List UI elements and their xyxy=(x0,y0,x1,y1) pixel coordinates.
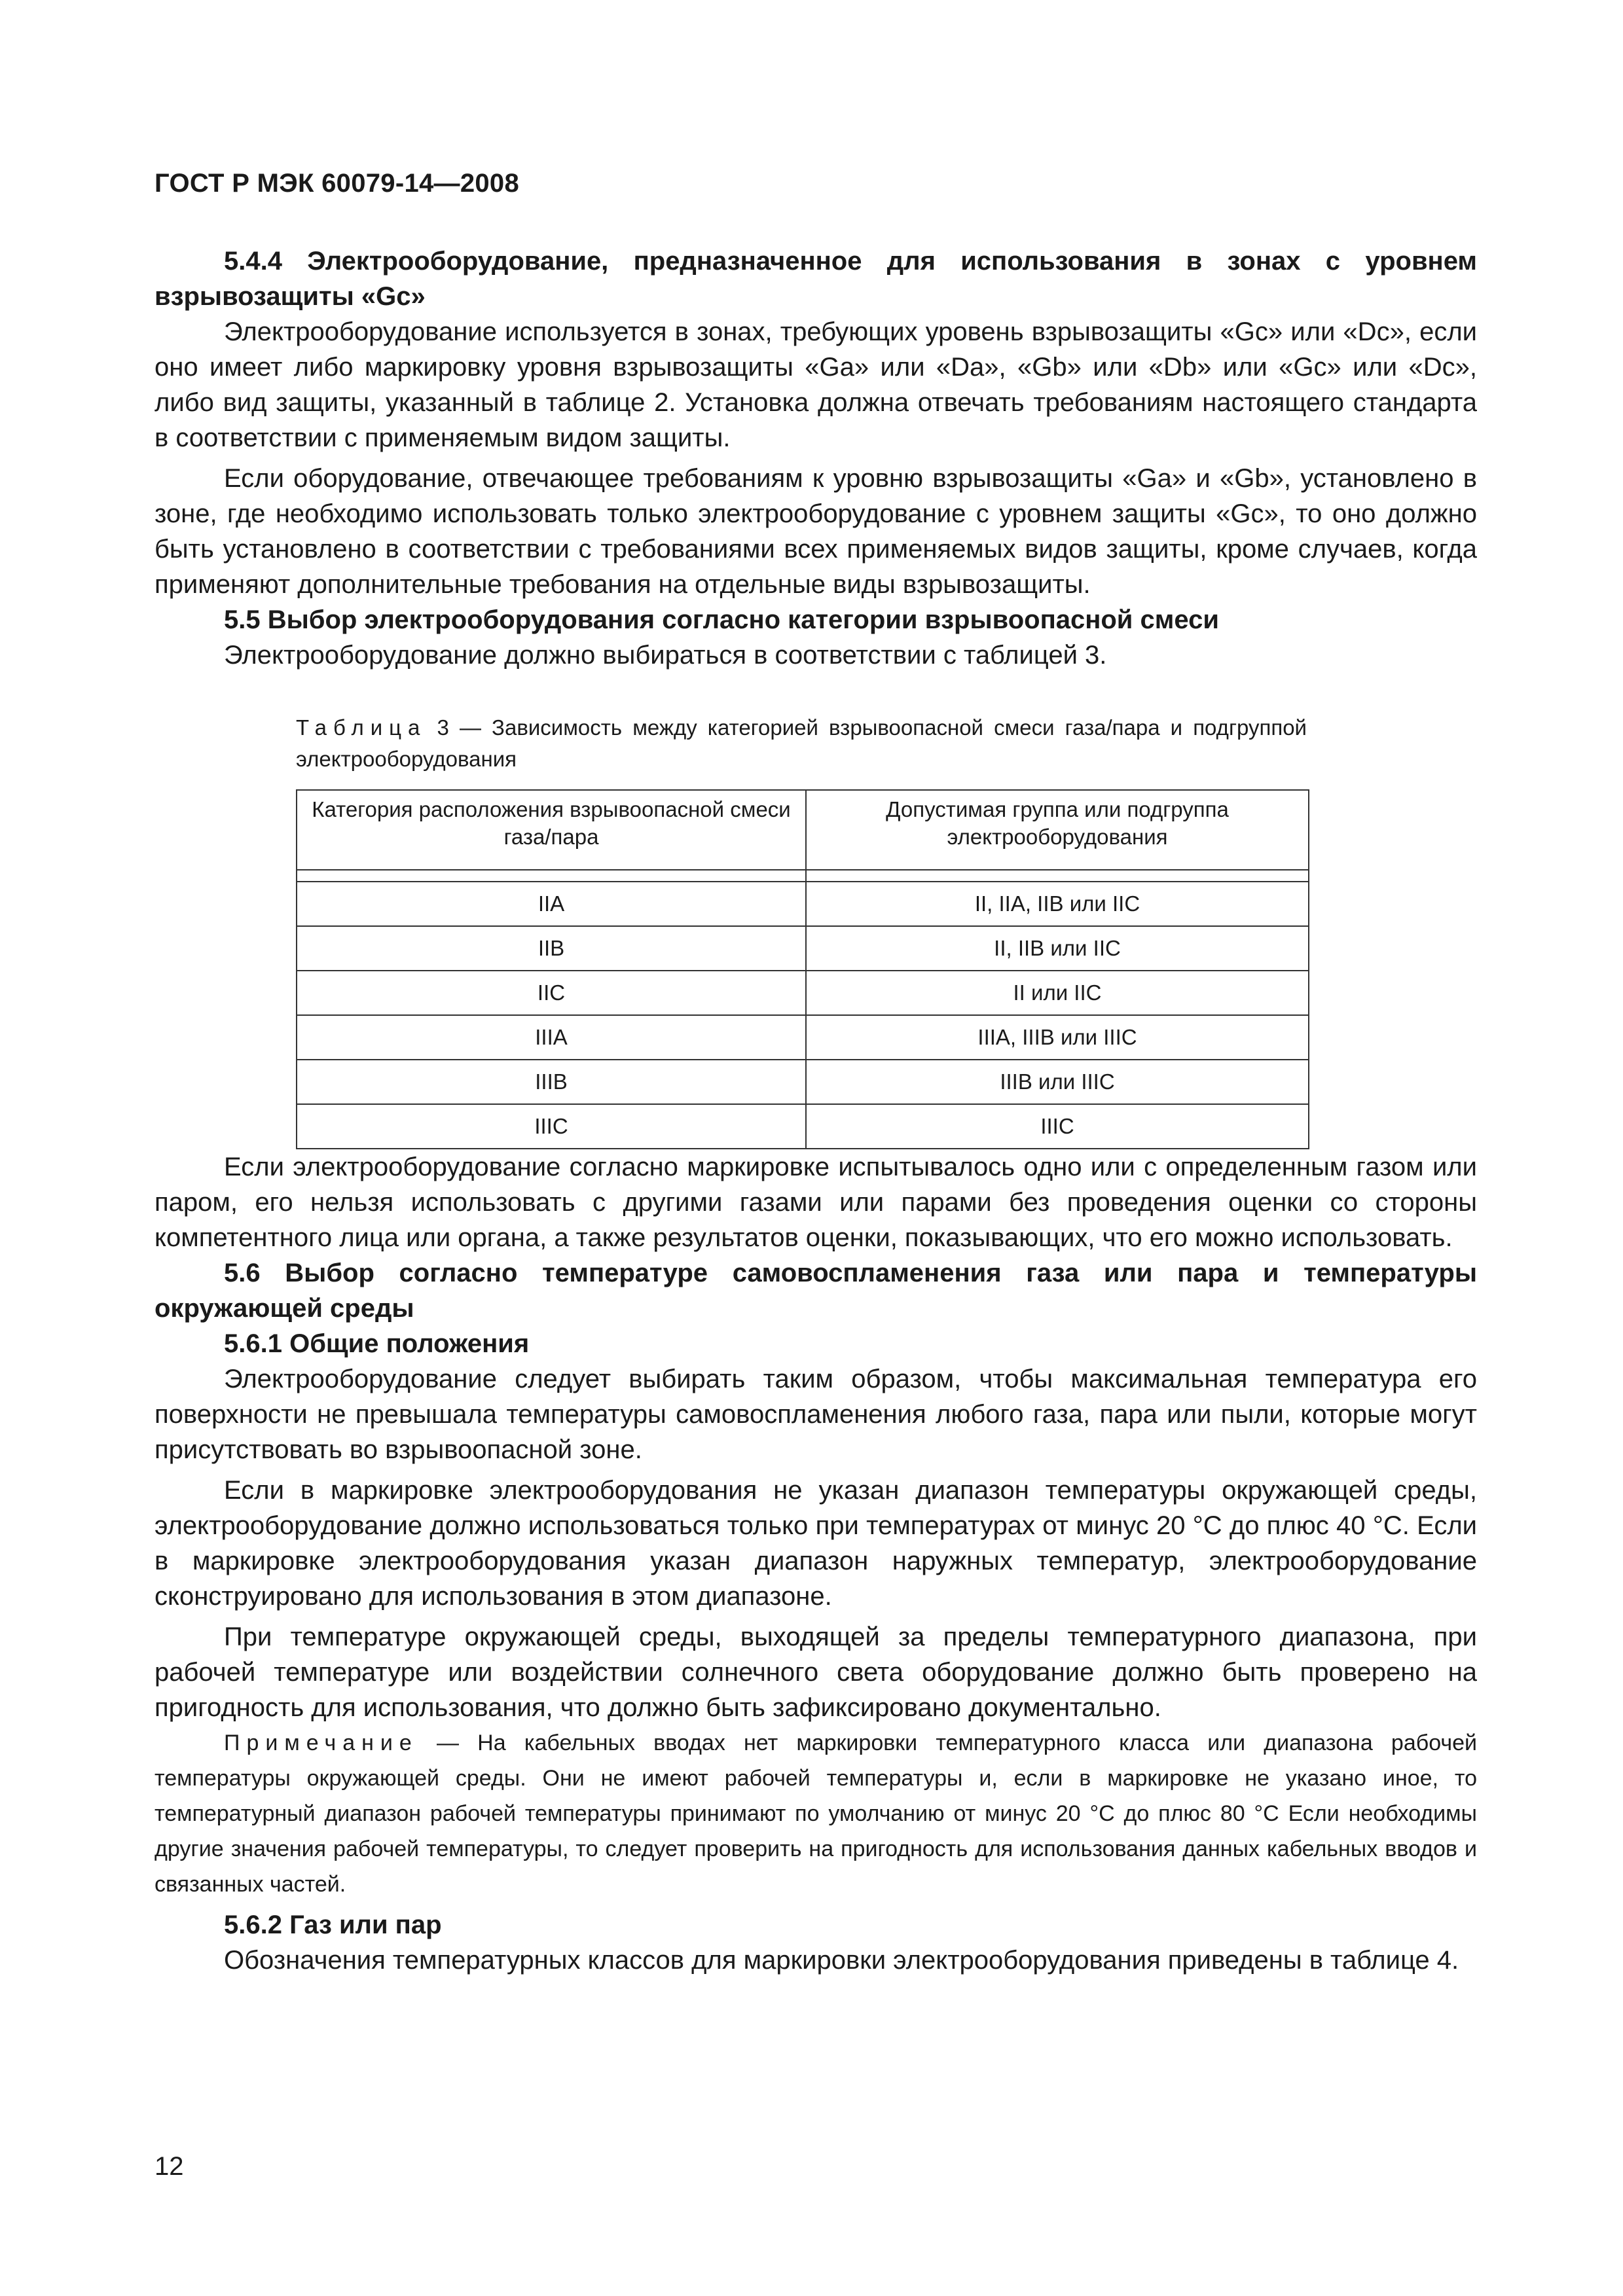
table-cell-group: IIIB или IIIC xyxy=(806,1060,1309,1104)
table-cell-category: IIA xyxy=(297,882,806,926)
table-row xyxy=(297,926,1309,971)
table-row xyxy=(297,1015,1309,1060)
table-cell-group: II или IIC xyxy=(806,971,1309,1015)
table-cell-category: IIIB xyxy=(297,1060,806,1104)
section-5-4-4-title: 5.4.4 Электрооборудование, предназначенное для использования в зонах с уровнем взрывозащиты «Gc» xyxy=(155,247,1477,311)
table-cell-category: IIIC xyxy=(297,1104,806,1149)
table-row xyxy=(297,971,1309,1015)
note xyxy=(155,1725,1477,1902)
table-caption-label: Таблица xyxy=(296,715,427,740)
table-header-category: Категория расположения взрывоопасной смеси газа/пара xyxy=(297,790,806,870)
section-5-6-1-title: 5.6.1 Общие положения xyxy=(224,1329,530,1358)
section-5-6-1-paragraph-1: Электрооборудование следует выбирать таким образом, чтобы максимальная температура его поверхности не превышала температуры самовоспламенения любого газа, пара или пыли, которые могут присутствовать во взрывоопасной зоне. xyxy=(155,1365,1477,1464)
document-body xyxy=(155,243,1477,1978)
table-3 xyxy=(296,789,1309,1149)
table-cell-category: IIC xyxy=(297,971,806,1015)
note-text: — На кабельных вводах нет маркировки температурного класса или диапазона рабочей температуры окружающей среды. Они не имеют рабочей температуры и, если в маркировке не указано иное, то температурный диапазон рабочей температуры принимают по умолчанию от минус 20 °С до плюс 80 °С Если необходимы другие значения рабочей температуры, то следует проверить на пригодность для использования данных кабельных вводов и связанных частей. xyxy=(155,1731,1477,1897)
table-row xyxy=(297,1060,1309,1104)
section-5-6-2-paragraph-1: Обозначения температурных классов для маркировки электрооборудования приведены в таблице 4. xyxy=(224,1946,1459,1975)
table-cell-group: IIIA, IIIB или IIIC xyxy=(806,1015,1309,1060)
table-header-group: Допустимая группа или подгруппа электрооборудования xyxy=(806,790,1309,870)
page-number: 12 xyxy=(155,2152,184,2181)
section-5-4-4-paragraph-2: Если оборудование, отвечающее требованиям к уровню взрывозащиты «Ga» и «Gb», установлено в зоне, где необходимо использовать только электрооборудование с уровнем защиты «Gc», то оно должно быть установлено в соответствии с требованиями всех применяемых видов защиты, кроме случаев, когда применяют дополнительные требования на отдельные виды взрывозащиты. xyxy=(155,464,1477,599)
table-cell-category: IIB xyxy=(297,926,806,971)
note-label: Примечание xyxy=(224,1731,418,1755)
table-cell-group: II, IIB или IIC xyxy=(806,926,1309,971)
section-5-5-title: 5.5 Выбор электрооборудования согласно категории взрывоопасной смеси xyxy=(224,605,1219,634)
table-caption-text: 3 — Зависимость между категорией взрывоопасной смеси газа/пара и подгруппой электрооборудования xyxy=(296,715,1307,771)
table-cell-group: II, IIA, IIB или IIC xyxy=(806,882,1309,926)
table-row xyxy=(297,1104,1309,1149)
table-header-row xyxy=(297,790,1309,870)
section-5-4-4-paragraph-1: Электрооборудование используется в зонах, требующих уровень взрывозащиты «Gc» или «Dc», если оно имеет либо маркировку уровня взрывозащиты «Ga» или «Da», «Gb» или «Db» или «Gc» или «Dc», либо вид защиты, указанный в таблице 2. Установка должна отвечать требованиям настоящего стандарта в соответствии с применяемым видом защиты. xyxy=(155,317,1478,452)
section-5-5-paragraph-1: Электрооборудование должно выбираться в соответствии с таблицей 3. xyxy=(224,641,1107,670)
after-table-paragraph: Если электрооборудование согласно маркировке испытывалось одно или с определенным газом или паром, его нельзя использовать с другими газами или парами без проведения оценки со стороны компетентного лица или органа, а также результатов оценки, показывающих, что его можно использовать. xyxy=(155,1153,1477,1252)
table-cell-category: IIIA xyxy=(297,1015,806,1060)
section-5-6-2-title: 5.6.2 Газ или пар xyxy=(224,1910,442,1939)
section-5-6-title: 5.6 Выбор согласно температуре самовоспламенения газа или пара и температуры окружающей среды xyxy=(155,1259,1477,1323)
table-cell-group: IIIC xyxy=(806,1104,1309,1149)
document-header: ГОСТ Р МЭК 60079-14—2008 xyxy=(155,169,520,198)
table-header-separator xyxy=(297,870,1309,882)
section-5-6-1-paragraph-3: При температуре окружающей среды, выходящей за пределы температурного диапазона, при рабочей температуре или воздействии солнечного света оборудование должно быть проверено на пригодность для использования, что должно быть зафиксировано документально. xyxy=(155,1623,1477,1722)
section-5-6-1-paragraph-2: Если в маркировке электрооборудования не указан диапазон температуры окружающей среды, электрооборудование должно использоваться только при температурах от минус 20 °С до плюс 40 °С. Если в маркировке электрооборудования указан диапазон наружных температур, электрооборудование сконструировано для использования в этом диапазоне. xyxy=(155,1476,1477,1611)
table-row xyxy=(297,882,1309,926)
table-3-caption xyxy=(296,712,1307,775)
